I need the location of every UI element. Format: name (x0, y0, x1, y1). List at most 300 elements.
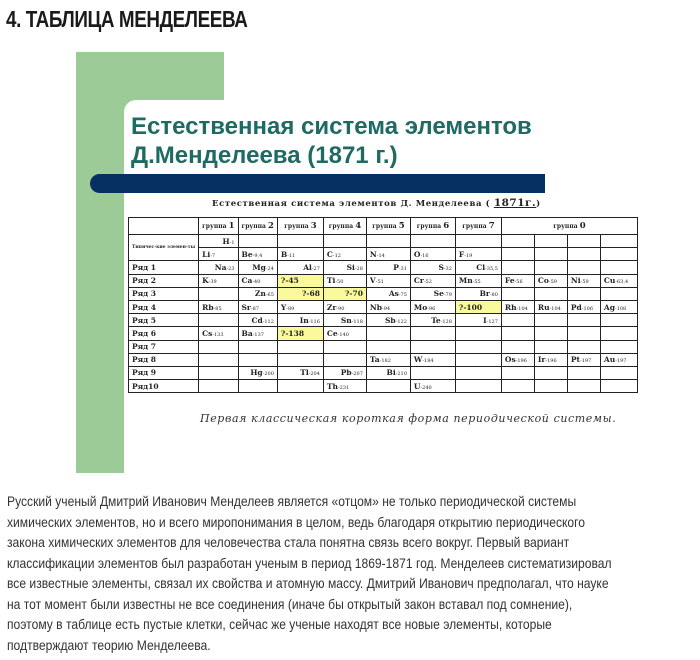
element-cell (455, 287, 501, 300)
element-symbol: Ti (326, 276, 336, 286)
element-cell (455, 380, 501, 393)
element-symbol: Nb (369, 302, 383, 312)
element-cell (600, 327, 637, 340)
element-symbol: Sb (385, 315, 396, 325)
table-caption-year: 1871г. (493, 197, 537, 209)
group-header: группа 2 (238, 218, 277, 235)
atomic-weight: -197 (580, 358, 592, 365)
element-cell (567, 380, 600, 393)
row-label: Типичес-кие элемен-ты (129, 235, 199, 261)
element-cell: ?-68 (277, 287, 323, 300)
atomic-weight: -94 (382, 305, 391, 312)
page-heading: 4. ТАБЛИЦА МЕНДЕЛЕЕВА (6, 6, 248, 32)
element-cell (455, 327, 501, 340)
atomic-weight: -23 (226, 265, 235, 272)
element-symbol: As (388, 289, 399, 299)
element-cell (501, 261, 534, 274)
row-label: Ряд 4 (129, 300, 199, 313)
element-cell (600, 235, 637, 248)
element-cell (238, 366, 277, 379)
atomic-weight: -210 (395, 371, 407, 378)
element-cell (238, 261, 277, 274)
element-cell (567, 248, 600, 261)
row-label: Ряд 3 (129, 287, 199, 300)
table-subcaption: Первая классическая короткая форма периодической системы. (200, 412, 617, 425)
atomic-weight: -231 (337, 384, 350, 391)
table-caption-text: Естественная система элементов Д. Менделеева ( (212, 199, 491, 209)
element-symbol: Al (303, 262, 312, 272)
element-cell (277, 366, 323, 379)
element-cell (410, 340, 455, 353)
slide-title-line1: Естественная система элементов (131, 113, 532, 140)
element-cell (277, 314, 323, 327)
element-symbol: Zn (254, 289, 266, 299)
atomic-weight: -85 (213, 305, 222, 312)
element-symbol: Li (202, 249, 211, 259)
element-cell (501, 274, 534, 287)
element-cell (501, 380, 534, 393)
atomic-weight: -52 (423, 279, 432, 286)
element-cell (277, 380, 323, 393)
article-line: поэтому в таблице есть пустые клетки, сейчас же ученые находят все новые элементы, которые (7, 617, 552, 632)
element-symbol: Rb (202, 302, 214, 312)
atomic-weight: -27 (311, 265, 320, 272)
element-cell (410, 248, 455, 261)
row-label: Ряд 8 (129, 353, 199, 366)
atomic-weight: -31 (398, 265, 407, 272)
atomic-weight: -55 (472, 279, 481, 286)
element-cell (323, 261, 366, 274)
group-header: группа 4 (323, 218, 366, 235)
element-cell (323, 235, 366, 248)
element-symbol: Pt (570, 355, 581, 365)
element-cell (455, 235, 501, 248)
element-cell (534, 235, 567, 248)
element-cell (600, 380, 637, 393)
element-cell (238, 340, 277, 353)
element-cell (534, 261, 567, 274)
atomic-weight: -19 (464, 252, 473, 259)
element-cell (455, 366, 501, 379)
element-cell (366, 261, 410, 274)
element-cell (410, 235, 455, 248)
element-cell (323, 327, 366, 340)
element-symbol: Te (431, 315, 441, 325)
atomic-weight: -1 (229, 239, 235, 246)
period-row (129, 287, 638, 300)
element-symbol: Rh (504, 302, 517, 312)
element-cell (534, 340, 567, 353)
element-cell (238, 287, 277, 300)
element-cell (501, 366, 534, 379)
atomic-weight: -104 (549, 305, 561, 312)
element-cell (366, 274, 410, 287)
group-header: группа 6 (410, 218, 455, 235)
table-caption-end: ) (536, 199, 541, 209)
element-cell (534, 327, 567, 340)
element-symbol: In (299, 315, 309, 325)
group-header: группа 3 (277, 218, 323, 235)
element-cell (366, 353, 410, 366)
element-symbol: Th (326, 381, 338, 391)
atomic-weight: -24 (265, 265, 274, 272)
element-cell (567, 300, 600, 313)
element-symbol: Co (537, 276, 549, 286)
atomic-weight: -40 (252, 279, 261, 286)
element-cell (455, 261, 501, 274)
element-symbol: Mg (252, 262, 266, 272)
element-cell (366, 366, 410, 379)
element-cell (534, 300, 567, 313)
atomic-weight: -32 (443, 265, 452, 272)
atomic-weight: -112 (262, 318, 274, 325)
element-cell (199, 248, 238, 261)
element-symbol: Cd (251, 315, 263, 325)
element-cell (455, 274, 501, 287)
period-row (129, 340, 638, 353)
element-symbol: Pb (340, 368, 352, 378)
element-cell (238, 380, 277, 393)
atomic-weight: -87 (250, 305, 259, 312)
element-symbol: K (202, 276, 209, 286)
element-cell (366, 380, 410, 393)
element-cell (534, 248, 567, 261)
element-cell (501, 248, 534, 261)
atomic-weight: -104 (516, 305, 528, 312)
row-label: Ряд 7 (129, 340, 199, 353)
element-cell (455, 340, 501, 353)
element-symbol: Sn (340, 315, 352, 325)
element-cell (366, 327, 410, 340)
atomic-weight: -11 (287, 252, 296, 259)
element-symbol: Ta (369, 355, 380, 365)
element-cell (534, 353, 567, 366)
atomic-weight: -128 (440, 318, 452, 325)
atomic-weight: -116 (308, 318, 320, 325)
element-cell (410, 300, 455, 313)
atomic-weight: -75 (398, 292, 407, 299)
element-cell (323, 248, 366, 261)
element-symbol: H (222, 236, 230, 246)
element-cell (323, 314, 366, 327)
element-symbol: U (413, 381, 421, 391)
element-cell (534, 380, 567, 393)
element-cell (455, 314, 501, 327)
atomic-weight: -35,5 (485, 265, 498, 272)
atomic-weight: -240 (420, 384, 432, 391)
element-cell: ?-138 (277, 327, 323, 340)
period-row (129, 314, 638, 327)
element-cell (366, 287, 410, 300)
element-cell (199, 353, 238, 366)
atomic-weight: -96 (427, 305, 436, 312)
element-symbol: Ru (537, 302, 550, 312)
element-cell (567, 287, 600, 300)
element-symbol: Mo (413, 302, 428, 312)
element-cell (410, 327, 455, 340)
element-symbol: Fe (504, 276, 515, 286)
element-cell (600, 340, 637, 353)
element-symbol: I (483, 315, 487, 325)
element-symbol: Be (241, 249, 253, 259)
element-cell: ?-45 (277, 274, 323, 287)
atomic-weight: -39 (208, 279, 217, 286)
article-line: Русский ученый Дмитрий Иванович Менделеев является «отцом» не только периодической системы (7, 494, 577, 509)
atomic-weight: -182 (379, 358, 391, 365)
element-cell (534, 314, 567, 327)
row-label: Ряд 9 (129, 366, 199, 379)
element-cell: ?-100 (455, 300, 501, 313)
element-cell (600, 314, 637, 327)
element-symbol: Na (214, 262, 227, 272)
article-line: химических элементов, но и всего миропонимания в целом, ведь благодаря открытию периодического (7, 514, 586, 530)
element-cell (410, 314, 455, 327)
element-cell (534, 274, 567, 287)
element-symbol: Sr (241, 302, 251, 312)
element-cell (323, 366, 366, 379)
row-label: Ряд 2 (129, 274, 199, 287)
element-cell (567, 353, 600, 366)
element-cell (567, 366, 600, 379)
element-cell (567, 327, 600, 340)
element-cell (199, 287, 238, 300)
group-header: группа 7 (455, 218, 501, 235)
atomic-weight: -196 (515, 358, 527, 365)
element-cell (410, 287, 455, 300)
element-cell (501, 327, 534, 340)
element-cell (323, 274, 366, 287)
element-cell (600, 261, 637, 274)
atomic-weight: -137 (252, 331, 264, 338)
element-symbol: Ce (326, 328, 338, 338)
element-symbol: Ba (241, 328, 253, 338)
atomic-weight: -65 (265, 292, 274, 299)
element-cell (410, 366, 455, 379)
element-cell (567, 340, 600, 353)
element-cell (277, 261, 323, 274)
atomic-weight: -207 (351, 371, 363, 378)
atomic-weight: -140 (337, 331, 349, 338)
element-cell (600, 353, 637, 366)
element-symbol: N (369, 249, 377, 259)
atomic-weight: -59 (580, 279, 589, 286)
atomic-weight: -59 (548, 279, 557, 286)
element-symbol: Cr (413, 276, 424, 286)
atomic-weight: -133 (212, 331, 224, 338)
element-symbol: S (438, 262, 444, 272)
element-cell (277, 300, 323, 313)
element-symbol: Hg (250, 368, 263, 378)
atomic-weight: -7 (210, 252, 216, 259)
element-symbol: C (326, 249, 333, 259)
atomic-weight: -50 (335, 279, 344, 286)
atomic-weight: -118 (351, 318, 363, 325)
element-cell (501, 353, 534, 366)
element-cell (199, 327, 238, 340)
element-cell (199, 261, 238, 274)
element-cell (199, 235, 238, 248)
element-cell (567, 235, 600, 248)
element-symbol: Au (603, 355, 616, 365)
atomic-weight: -28 (354, 265, 363, 272)
element-symbol: Ni (570, 276, 581, 286)
element-cell (238, 300, 277, 313)
element-cell: ?-70 (323, 287, 366, 300)
element-cell (199, 274, 238, 287)
element-cell (323, 300, 366, 313)
element-cell (501, 300, 534, 313)
element-cell (238, 327, 277, 340)
atomic-weight: -79 (443, 292, 452, 299)
period-row (129, 274, 638, 287)
element-symbol: Cu (603, 276, 616, 286)
element-symbol: Si (346, 262, 355, 272)
element-cell (455, 248, 501, 261)
atomic-weight: -89 (286, 305, 295, 312)
period-row (129, 300, 638, 313)
article-line: на тот момент были известны не все соединения (иначе бы открытый закон вставал под сомнение), (7, 596, 573, 612)
atomic-weight: -16 (420, 252, 429, 259)
element-cell (238, 248, 277, 261)
element-cell (366, 248, 410, 261)
element-symbol: Ir (537, 355, 546, 365)
group-header: группа 1 (199, 218, 238, 235)
element-cell (600, 248, 637, 261)
group-header: группа 0 (501, 218, 637, 235)
element-cell (600, 366, 637, 379)
element-cell (199, 340, 238, 353)
element-cell (410, 380, 455, 393)
element-symbol: O (413, 249, 421, 259)
element-cell (501, 235, 534, 248)
element-cell (277, 235, 323, 248)
element-cell (600, 300, 637, 313)
element-symbol: Os (504, 355, 516, 365)
atomic-weight: -122 (395, 318, 407, 325)
table-caption (212, 197, 541, 209)
article-line: закона химических элементов для человечества стала понятна связь всего вокруг. Первый вариант (7, 535, 570, 550)
row-label: Ряд10 (129, 380, 199, 393)
element-cell (199, 380, 238, 393)
atomic-weight: -63,4 (615, 279, 629, 286)
element-cell (323, 380, 366, 393)
article-line: все известные элементы, связал их свойства и атомную массу. Дмитрий Иванович предполагал, что науке (7, 576, 609, 591)
element-symbol: W (413, 355, 423, 365)
atomic-weight: -80 (489, 292, 498, 299)
element-symbol: V (369, 276, 376, 286)
element-cell (567, 261, 600, 274)
row-label: Ряд 6 (129, 327, 199, 340)
element-symbol: Cs (202, 328, 213, 338)
element-cell (501, 314, 534, 327)
article-line: классификации элементов был разработан ученым в период 1869-1871 год. Менделеев систематизировал (7, 555, 612, 571)
atomic-weight: -106 (581, 305, 594, 312)
element-cell (323, 340, 366, 353)
element-cell (238, 353, 277, 366)
atomic-weight: -12 (332, 252, 341, 259)
atomic-weight: -90 (336, 305, 345, 312)
element-cell (366, 340, 410, 353)
period-row (129, 366, 638, 379)
atomic-weight: -56 (514, 279, 523, 286)
article-line: подтверждают теорию Менделеева. (7, 637, 211, 653)
atomic-weight: -184 (422, 358, 434, 365)
period-row (129, 327, 638, 340)
element-cell (366, 300, 410, 313)
element-symbol: Bi (386, 368, 396, 378)
element-cell (199, 314, 238, 327)
row-label: Ряд 1 (129, 261, 199, 274)
table-header-row (129, 218, 638, 235)
period-row (129, 380, 638, 393)
atomic-weight: -200 (262, 371, 274, 378)
element-cell (277, 340, 323, 353)
element-symbol: Ca (241, 276, 253, 286)
element-symbol: F (458, 249, 465, 259)
element-cell (238, 235, 277, 248)
element-symbol: Zr (326, 302, 337, 312)
element-symbol: Ag (603, 302, 615, 312)
element-cell (410, 353, 455, 366)
element-symbol: Cl (476, 262, 486, 272)
element-cell (277, 353, 323, 366)
element-cell (366, 235, 410, 248)
slide-blue-bar (90, 174, 545, 193)
element-cell (366, 314, 410, 327)
element-cell (600, 287, 637, 300)
element-symbol: Y (280, 302, 287, 312)
atomic-weight: -196 (545, 358, 557, 365)
element-cell (238, 314, 277, 327)
period-row (129, 261, 638, 274)
element-symbol: Se (433, 289, 444, 299)
typical-elements-row (129, 235, 638, 248)
atomic-weight: -197 (615, 358, 627, 365)
element-symbol: Br (479, 289, 490, 299)
element-cell (199, 300, 238, 313)
atomic-weight: -9,4 (252, 252, 263, 259)
element-cell (534, 287, 567, 300)
element-cell (238, 274, 277, 287)
element-cell (501, 287, 534, 300)
period-row (129, 353, 638, 366)
element-cell (567, 314, 600, 327)
element-cell (455, 353, 501, 366)
element-cell (323, 353, 366, 366)
element-symbol: B (280, 249, 288, 259)
row-label: Ряд 5 (129, 314, 199, 327)
element-symbol: Mn (458, 276, 473, 286)
element-cell (534, 366, 567, 379)
article-text (7, 492, 697, 656)
atomic-weight: -108 (615, 305, 627, 312)
element-cell (600, 274, 637, 287)
element-cell (199, 366, 238, 379)
corner-cell (129, 218, 199, 235)
atomic-weight: -14 (376, 252, 385, 259)
element-cell (410, 261, 455, 274)
slide-title (131, 112, 532, 170)
element-cell (567, 274, 600, 287)
atomic-weight: -127 (486, 318, 498, 325)
typical-elements-row (129, 248, 638, 261)
atomic-weight: -204 (308, 371, 320, 378)
element-cell (501, 340, 534, 353)
atomic-weight: -51 (375, 279, 384, 286)
element-symbol: Tl (300, 368, 309, 378)
group-header: группа 5 (366, 218, 410, 235)
periodic-table (128, 217, 638, 393)
